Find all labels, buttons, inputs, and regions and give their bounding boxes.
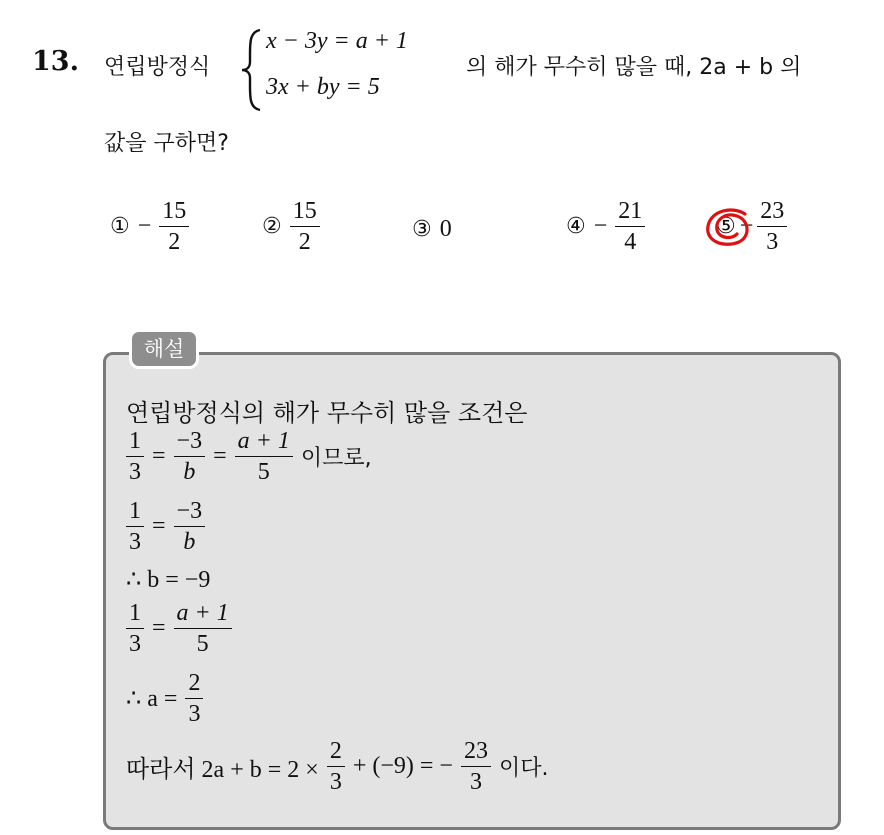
final-suffix: 이다.	[498, 756, 549, 782]
equation-2: 3x + by = 5	[266, 74, 380, 100]
choice-1[interactable]	[110, 198, 189, 256]
choice-fraction	[615, 198, 645, 256]
denominator: 2	[298, 229, 311, 256]
choice-fraction	[159, 198, 189, 256]
fraction: $\frac{23}{3}$	[461, 738, 491, 796]
fraction: $\frac{-3}{b}$	[174, 498, 206, 556]
choice-2[interactable]	[262, 198, 320, 256]
choice-marker: ①	[110, 214, 130, 240]
numerator: 15	[292, 198, 317, 224]
fraction: $\frac{a + 1}{5}$	[174, 600, 232, 658]
denominator: 3	[766, 229, 779, 256]
denominator: 2	[168, 229, 181, 256]
fraction: $\frac{-3}{b}$	[174, 428, 206, 486]
choice-sign: −	[593, 213, 608, 240]
choice-sign: −	[137, 213, 152, 240]
therefore-a: ∴ a = $\frac{2}{3}$	[126, 670, 203, 728]
numerator: 21	[618, 198, 643, 224]
fraction: $\frac{1}{3}$	[126, 600, 144, 658]
final-prefix: 따라서 2a + b = 2 ×	[126, 757, 319, 784]
choice-3[interactable]	[412, 216, 452, 243]
final-line	[126, 738, 548, 796]
choice-4[interactable]	[566, 198, 645, 256]
condition-line: $\frac{1}{3}$ = $\frac{-3}{b}$ = $\frac{a + 1}{5}$ 이므로,	[126, 428, 372, 486]
numerator: 15	[162, 198, 187, 224]
final-mid: + (−9) = −	[352, 753, 453, 780]
condition-tail: 이므로,	[300, 446, 372, 472]
fraction: $\frac{1}{3}$	[126, 428, 144, 486]
solution-intro: 연립방정식의 해가 무수히 많을 조건은	[126, 399, 528, 427]
question-number: 13.	[32, 46, 79, 77]
fraction: $\frac{2}{3}$	[327, 738, 345, 796]
choice-marker: ③	[412, 217, 432, 242]
choice-marker: ⑤	[716, 214, 736, 240]
choice-sign: −	[739, 213, 754, 240]
choice-fraction	[290, 198, 320, 256]
question-suffix: 의 해가 무수히 많을 때, 2a + b 의	[466, 55, 802, 80]
equation-a: $\frac{1}{3}$ = $\frac{a + 1}{5}$	[126, 600, 232, 658]
answer-selection-mark	[703, 206, 755, 250]
fraction: $\frac{a + 1}{5}$	[235, 428, 293, 486]
choice-value: 0	[439, 216, 452, 242]
numerator: 23	[760, 198, 785, 224]
fraction: $\frac{1}{3}$	[126, 498, 144, 556]
system-brace	[240, 28, 264, 112]
equation-1: x − 3y = a + 1	[266, 28, 408, 54]
solution-tag: 해설	[129, 329, 199, 369]
equation-b: $\frac{1}{3}$ = $\frac{-3}{b}$	[126, 498, 205, 556]
therefore-b: ∴ b = −9	[126, 567, 211, 593]
choice-fraction	[757, 198, 787, 256]
choice-marker: ④	[566, 214, 586, 240]
question-prefix: 연립방정식	[104, 55, 211, 80]
choice-marker: ②	[262, 214, 282, 240]
denominator: 4	[624, 229, 637, 256]
question-line2: 값을 구하면?	[104, 131, 229, 156]
fraction: $\frac{2}{3}$	[185, 670, 203, 728]
